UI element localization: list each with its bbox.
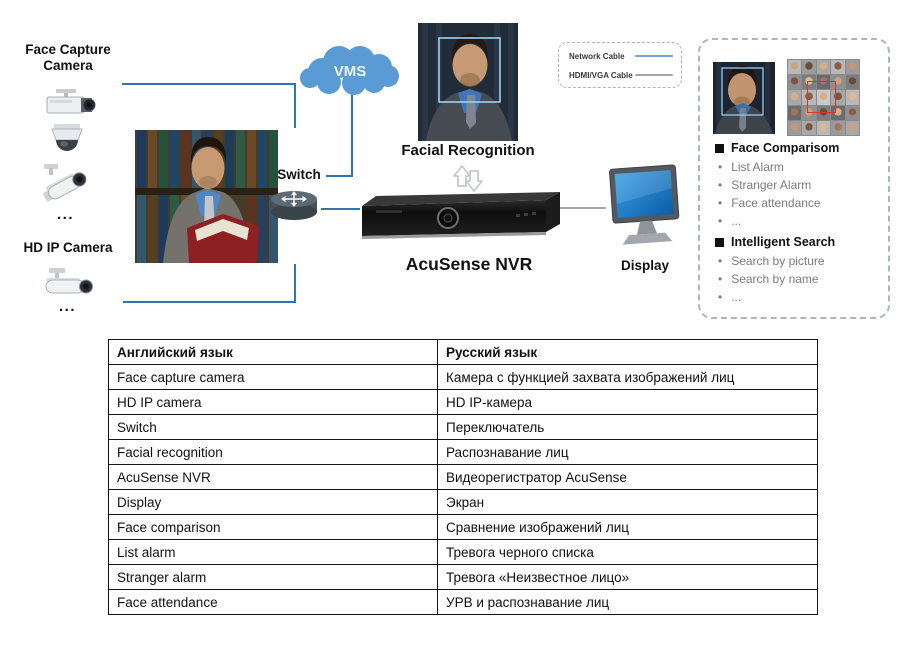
collage-face-tile [788, 60, 801, 74]
collage-face-tile [846, 60, 859, 74]
feature-item [715, 288, 880, 306]
table-head [109, 340, 818, 365]
hdmi-vga-cable-label: HDMI/VGA Cable [569, 70, 633, 80]
table-cell-en: Face comparison [109, 515, 438, 540]
hd-ip-camera-label: HD IP Camera [23, 240, 113, 255]
table-cell-ru: HD IP-камера [438, 390, 818, 415]
legend-item-network [569, 49, 673, 63]
hd-bullet-camera-icon [42, 266, 96, 300]
box-camera-icon [44, 88, 98, 118]
dot-bullet-icon: • [718, 178, 723, 192]
feature-item-text: ... [731, 290, 742, 304]
faces-collage [787, 59, 860, 136]
switch-icon [269, 189, 319, 221]
face-capture-camera-label: Face Capture Camera [25, 42, 111, 74]
feature-item [715, 176, 880, 194]
table-cell-en: Switch [109, 415, 438, 440]
table-header-row [109, 340, 818, 365]
hd-camera-ellipsis: ... [59, 298, 77, 315]
network-cable-line [635, 55, 673, 57]
collage-face-tile [817, 121, 830, 135]
table-row [109, 440, 818, 465]
table-cell-ru: Тревога черного списка [438, 540, 818, 565]
collage-face-tile [846, 90, 859, 104]
feature-item [715, 212, 880, 230]
feature-section-title-text: Intelligent Search [731, 235, 836, 249]
table-cell-en: AcuSense NVR [109, 465, 438, 490]
display-icon [606, 164, 684, 254]
bullet-camera-icon [38, 160, 96, 210]
dot-bullet-icon: • [718, 290, 723, 304]
feature-item [715, 270, 880, 288]
feature-box [698, 38, 890, 319]
person-photo [135, 130, 278, 263]
table-header-cell: Английский язык [109, 340, 438, 365]
hdmi-vga-cable-line [635, 74, 673, 76]
collage-face-tile [846, 106, 859, 120]
cable-legend [558, 42, 682, 88]
table-row [109, 490, 818, 515]
table-cell-ru: Тревога «Неизвестное лицо» [438, 565, 818, 590]
vms-cloud [294, 42, 404, 96]
table-row [109, 465, 818, 490]
dot-bullet-icon: • [718, 196, 723, 210]
table-cell-en: HD IP camera [109, 390, 438, 415]
table-cell-en: Face attendance [109, 590, 438, 615]
dot-bullet-icon: • [718, 254, 723, 268]
feature-item-text: Face attendance [731, 196, 821, 210]
table-row [109, 590, 818, 615]
collage-face-tile [846, 75, 859, 89]
collage-face-tile [831, 60, 844, 74]
table-cell-ru: Видеорегистратор AcuSense [438, 465, 818, 490]
table-row [109, 365, 818, 390]
collage-face-tile [788, 121, 801, 135]
matched-face-photo [713, 62, 775, 134]
table-cell-ru: Сравнение изображений лиц [438, 515, 818, 540]
nvr-device [356, 184, 561, 246]
table-body [109, 365, 818, 615]
table-cell-ru: Экран [438, 490, 818, 515]
display-label: Display [620, 258, 670, 273]
vms-label: VMS [333, 63, 367, 80]
facial-recognition-label: Facial Recognition [401, 142, 535, 159]
dot-bullet-icon: • [718, 272, 723, 286]
collage-face-tile [788, 90, 801, 104]
feature-item-text: Search by picture [731, 254, 825, 268]
square-bullet-icon [715, 144, 724, 153]
collage-face-tile [831, 121, 844, 135]
table-row [109, 515, 818, 540]
network-cable-label: Network Cable [569, 51, 625, 61]
collage-face-tile [788, 106, 801, 120]
table-row [109, 540, 818, 565]
match-box [807, 81, 836, 113]
collage-face-tile [802, 60, 815, 74]
legend-item-hdmi [569, 68, 673, 82]
table-cell-ru: УРВ и распознавание лиц [438, 590, 818, 615]
table-cell-en: Face capture camera [109, 365, 438, 390]
feature-section-title-text: Face Comparisom [731, 141, 840, 155]
feature-section-title [715, 232, 880, 252]
dot-bullet-icon: • [718, 214, 723, 228]
feature-item-text: Stranger Alarm [731, 178, 812, 192]
switch-label: Switch [277, 167, 321, 182]
feature-section-title [715, 138, 880, 158]
dome-camera-icon [50, 123, 84, 155]
square-bullet-icon [715, 238, 724, 247]
translation-table [108, 339, 818, 615]
table-cell-ru: Камера с функцией захвата изображений лиц [438, 365, 818, 390]
feature-item [715, 158, 880, 176]
table-cell-en: Stranger alarm [109, 565, 438, 590]
table-row [109, 565, 818, 590]
table-cell-en: Facial recognition [109, 440, 438, 465]
feature-item-text: ... [731, 214, 742, 228]
table-cell-en: Display [109, 490, 438, 515]
collage-face-tile [802, 121, 815, 135]
table-row [109, 390, 818, 415]
feature-item [715, 252, 880, 270]
feature-item-text: Search by name [731, 272, 819, 286]
feature-list [715, 136, 880, 306]
table-header-cell: Русский язык [438, 340, 818, 365]
feature-item-text: List Alarm [731, 160, 784, 174]
collage-face-tile [846, 121, 859, 135]
table-cell-en: List alarm [109, 540, 438, 565]
dot-bullet-icon: • [718, 160, 723, 174]
feature-item [715, 194, 880, 212]
collage-face-tile [788, 75, 801, 89]
collage-face-tile [817, 60, 830, 74]
facial-recognition-photo [418, 23, 518, 141]
nvr-label: AcuSense NVR [405, 254, 533, 274]
cameras-ellipsis: ... [57, 206, 75, 223]
table-cell-ru: Переключатель [438, 415, 818, 440]
table-row [109, 415, 818, 440]
table-cell-ru: Распознавание лиц [438, 440, 818, 465]
